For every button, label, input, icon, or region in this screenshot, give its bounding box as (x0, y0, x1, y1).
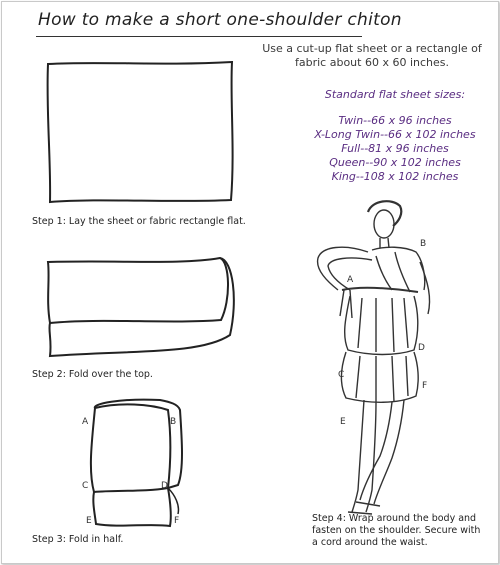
size-item: Full--81 x 96 inches (341, 142, 449, 155)
figure-label-d: D (418, 343, 425, 353)
chiton-figure-drawing (318, 201, 430, 514)
intro-text: Use a cut-up flat sheet or a rectangle of fabric about 60 x 60 inches. (262, 42, 482, 69)
fold-label-c: C (82, 481, 89, 491)
size-item: Queen--90 x 102 inches (329, 156, 461, 169)
page-title: How to make a short one-shoulder chiton (38, 10, 402, 30)
fold-label-e: E (86, 516, 92, 526)
fold-label-d: D (161, 481, 168, 491)
figure-label-f: F (422, 381, 428, 391)
fold-label-f: F (174, 516, 180, 526)
sizes-heading: Standard flat sheet sizes: (324, 88, 466, 101)
flat-sheet-drawing (48, 62, 233, 202)
size-item: X-Long Twin--66 x 102 inches (314, 128, 476, 141)
folded-half-drawing (91, 400, 182, 526)
size-item: King--108 x 102 inches (331, 170, 459, 183)
figure-label-a: A (347, 275, 354, 285)
size-item: Twin--66 x 96 inches (338, 114, 452, 127)
step-4-caption: Step 4: Wrap around the body and fasten on the shoulder. Secure with a cord around the waist. (312, 513, 481, 548)
step-1-caption: Step 1: Lay the sheet or fabric rectangle flat. (32, 216, 246, 227)
fold-label-a: A (82, 417, 89, 427)
step-2-caption: Step 2: Fold over the top. (32, 369, 153, 380)
figure-label-c: C (338, 370, 345, 380)
figure-label-b: B (420, 239, 427, 249)
step-3-caption: Step 3: Fold in half. (32, 534, 124, 545)
folded-top-drawing (48, 258, 234, 356)
figure-label-e: E (340, 417, 346, 427)
fold-label-b: B (170, 417, 177, 427)
